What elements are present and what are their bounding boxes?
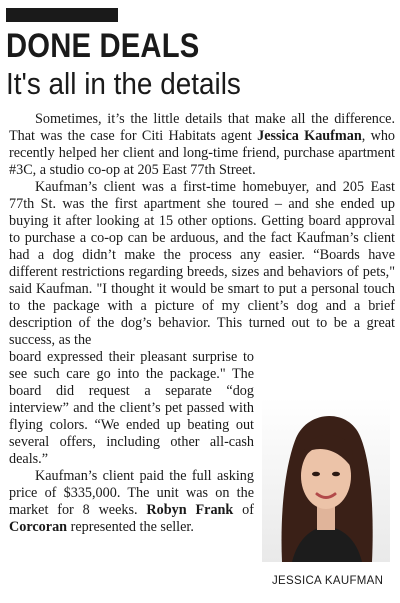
p3-text-a: Kaufman’s client paid the full asking price of $335,000. The unit was on the market for 8 weeks. bbox=[9, 468, 254, 518]
seller-agent-name: Robyn Frank bbox=[146, 502, 234, 518]
p1-text-b: , who recently helped her client and long-time friend, purchase apartment #3C, a studio co-op at 205 East 77th Street. bbox=[9, 128, 396, 178]
seller-firm-name: Corcoran bbox=[9, 519, 68, 535]
p3-text-c: represented the seller. bbox=[67, 519, 194, 535]
section-kicker: DONE DEALS bbox=[6, 27, 200, 65]
agent-portrait-photo bbox=[262, 398, 390, 562]
article-headline: It's all in the details bbox=[6, 66, 241, 101]
paragraph-3 bbox=[9, 468, 254, 536]
portrait-illustration bbox=[262, 398, 390, 562]
paragraph-1 bbox=[9, 111, 395, 179]
agent-name: Jessica Kaufman bbox=[257, 128, 362, 144]
section-bar bbox=[6, 8, 118, 22]
photo-caption: JESSICA KAUFMAN bbox=[272, 575, 384, 587]
paragraph-2: Kaufman’s client was a first-time homebuyer, and 205 East 77th St. was the first apartment she toured – and she ended up buying it after looking at 15 other options. Getting board approval to purchase a co-op can be arduous, and the fact Kaufman’s client had a dog didn’t make the process any easier. “Boards have different restrictions regarding breeds, sizes and behaviors of pets," said Kaufman. "I thought it would be smart to put a personal touch to the package with a picture of my client’s dog and a brief description of the dog’s behavior. This turned out to be a great success, as the bbox=[9, 179, 395, 348]
paragraph-2-continued: board expressed their pleasant surprise to see such care go into the package." The board did request a separate “dog interview” and the client’s pet passed with flying colors. “We ended up beating out several offers, including other all-cash deals.” bbox=[9, 349, 254, 467]
p3-text-b: of bbox=[233, 502, 254, 518]
p1-text-a: Sometimes, it’s the little details that make all the difference. That was the case for Citi Habitats agent bbox=[9, 111, 395, 144]
